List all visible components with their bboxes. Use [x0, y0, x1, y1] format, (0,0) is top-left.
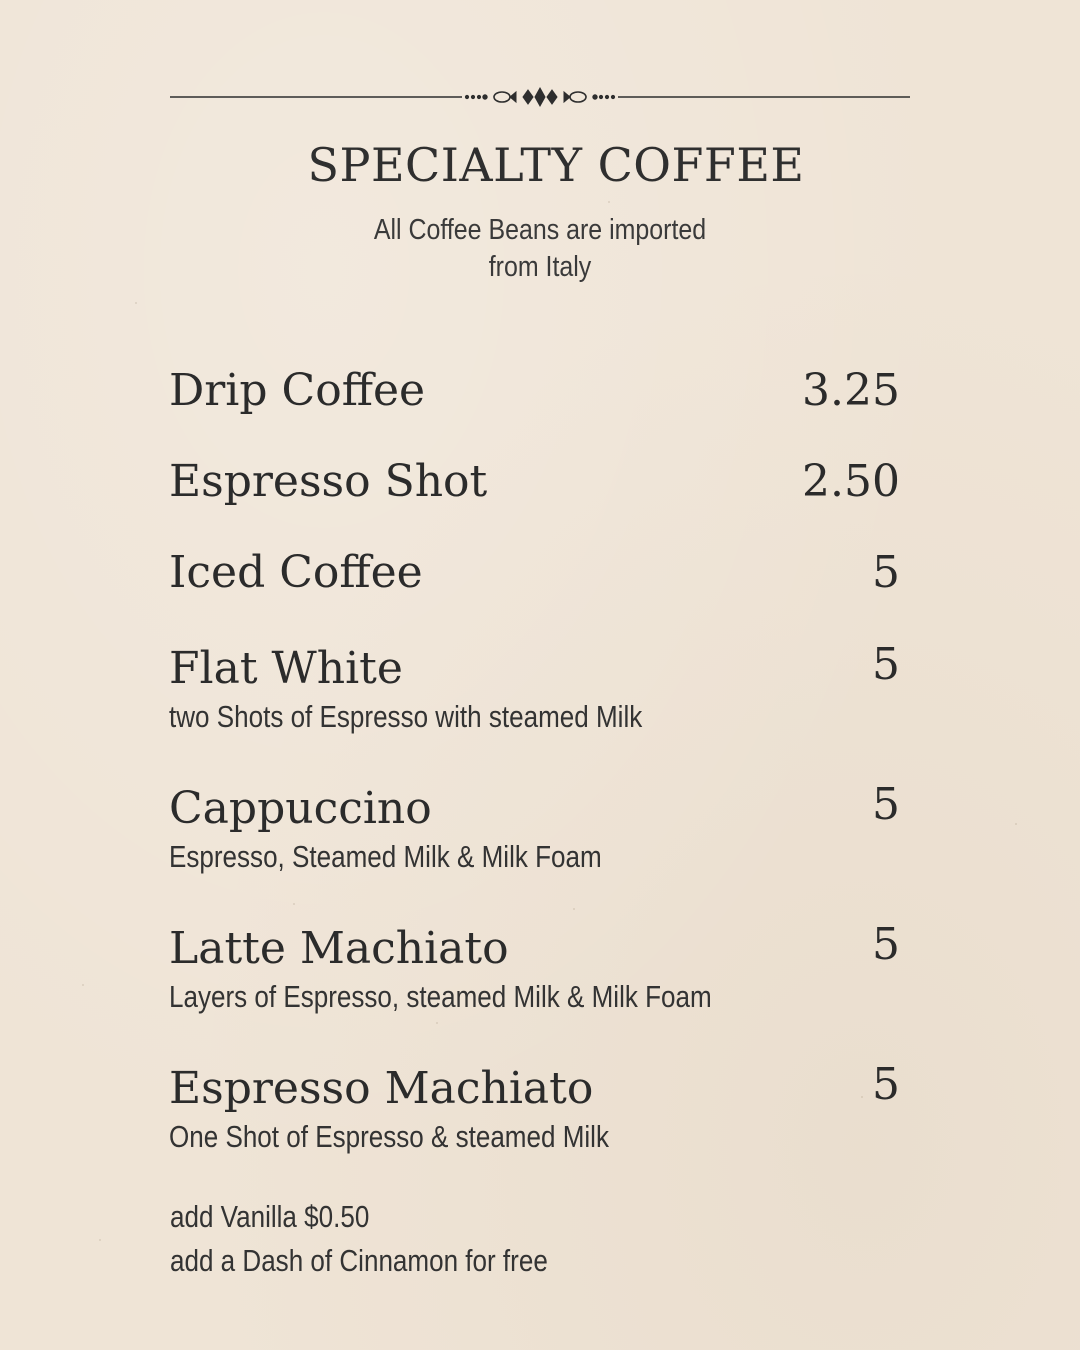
- menu-item-name: Iced Coffee: [169, 547, 423, 598]
- menu-item-description: Espresso, Steamed Milk & Milk Foam: [169, 839, 602, 874]
- subtitle-line: All Coffee Beans are imported: [373, 214, 707, 246]
- menu-item-price: 5: [872, 1059, 900, 1110]
- menu-item-name: Espresso Shot: [169, 456, 488, 507]
- menu-item-price: 5: [872, 779, 900, 830]
- menu-item-price: 5: [872, 919, 900, 970]
- menu-item-name: Espresso Machiato: [169, 1063, 594, 1114]
- paper-speck: [135, 302, 137, 304]
- addon-note: add a Dash of Cinnamon for free: [170, 1243, 548, 1278]
- menu-item-name: Flat White: [169, 643, 403, 694]
- menu-item-description: Layers of Espresso, steamed Milk & Milk Foam: [169, 979, 712, 1014]
- paper-speck: [861, 1096, 863, 1098]
- menu-item-price: 2.50: [802, 456, 900, 507]
- menu-item-name: Drip Coffee: [169, 365, 426, 416]
- paper-speck: [436, 1022, 438, 1024]
- paper-speck: [573, 908, 575, 910]
- menu-item-price: 3.25: [802, 365, 900, 416]
- menu-item-description: two Shots of Espresso with steamed Milk: [169, 699, 643, 734]
- subtitle-line: from Italy: [488, 251, 592, 283]
- addon-note: add Vanilla $0.50: [170, 1199, 370, 1234]
- paper-speck: [82, 984, 84, 986]
- ornamental-divider-icon: [170, 80, 910, 114]
- menu-item-description: One Shot of Espresso & steamed Milk: [169, 1119, 609, 1154]
- menu-item-name: Latte Machiato: [169, 923, 509, 974]
- paper-speck: [608, 201, 610, 203]
- menu-item-price: 5: [872, 639, 900, 690]
- menu-title: SPECIALTY COFFEE: [307, 138, 805, 192]
- paper-speck: [1015, 823, 1017, 825]
- paper-speck: [293, 903, 295, 905]
- menu-item-price: 5: [872, 547, 900, 598]
- menu-subtitle: [76, 212, 1005, 286]
- paper-speck: [99, 1239, 101, 1241]
- menu-item-name: Cappuccino: [169, 783, 432, 834]
